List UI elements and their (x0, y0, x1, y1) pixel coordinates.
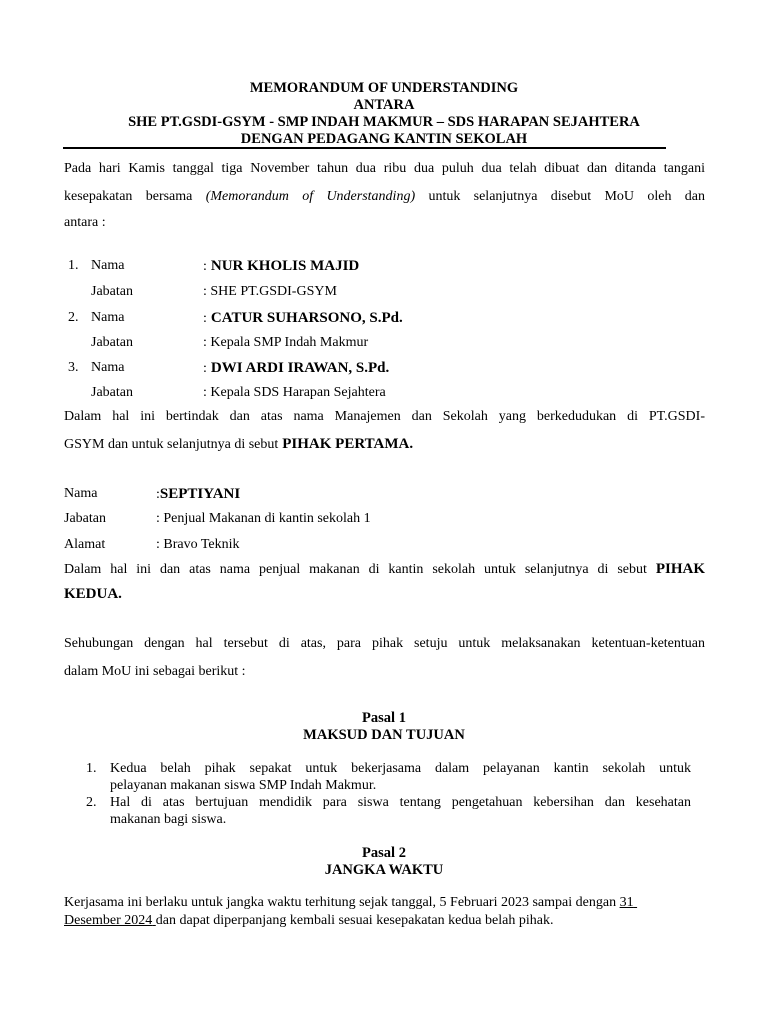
party2-desc-text: Dalam hal ini dan atas nama penjual makanan di kantin sekolah untuk selanjutnya di sebut (64, 562, 647, 577)
pihak-pertama-label: PIHAK PERTAMA. (282, 436, 414, 452)
end-date-day: 31 (619, 895, 634, 910)
intro-line-2 (64, 189, 705, 205)
end-date-month-year: Desember 2024 (64, 913, 153, 928)
party1-desc-line-1: Dalam hal ini bertindak dan atas nama Manajemen dan Sekolah yang berkedudukan di PT.GSDI- (64, 409, 705, 424)
colon: : (156, 487, 160, 502)
member-job: SHE PT.GSDI-GSYM (210, 284, 337, 299)
name-label: Nama (64, 486, 98, 501)
name-label: Nama (91, 258, 125, 273)
job-label: Jabatan (91, 335, 133, 350)
intro-line-3: antara : (64, 215, 106, 230)
member-name: DWI ARDI IRAWAN, S.Pd. (210, 360, 390, 376)
address-label: Alamat (64, 537, 106, 552)
doc-title: MEMORANDUM OF UNDERSTANDING (249, 80, 519, 96)
pasal1-heading: Pasal 1 (362, 710, 406, 726)
pihak-label: PIHAK (655, 561, 706, 577)
pasal2-heading: Pasal 2 (362, 845, 406, 861)
member-number: 2. (68, 310, 79, 325)
item-line-1: Kedua belah pihak sepakat untuk bekerjasama dalam pelayanan kantin sekolah untuk (110, 761, 691, 776)
agreement-line-2: dalam MoU ini sebagai berikut : (64, 664, 246, 679)
item-line-1: Hal di atas bertujuan mendidik para siswa tentang pengetahuan kebersihan dan kesehatan (110, 795, 691, 810)
item-number: 2. (86, 795, 97, 810)
item-number: 1. (86, 761, 97, 776)
title-underline (63, 147, 666, 149)
job-label: Jabatan (91, 284, 133, 299)
pasal2-line-1 (64, 895, 637, 911)
colon: : (203, 311, 207, 326)
item-line-2: makanan bagi siswa. (110, 812, 227, 827)
pasal2-line-2 (64, 913, 553, 929)
intro-italic: (Memorandum of Understanding) (205, 189, 416, 204)
pasal1-title: MAKSUD DAN TUJUAN (303, 727, 465, 743)
agreement-line-1: Sehubungan dengan hal tersebut di atas, para pihak setuju untuk melaksanakan ketentuan-ketentuan (64, 636, 705, 651)
kedua-label: KEDUA. (64, 586, 122, 602)
intro-text-post: untuk selanjutnya disebut MoU oleh dan (428, 189, 706, 204)
party1-desc-line-2: GSYM dan untuk selanjutnya di sebut (64, 437, 279, 452)
colon: : (203, 284, 207, 299)
party2-address: Bravo Teknik (163, 537, 240, 552)
name-label: Nama (91, 310, 125, 325)
doc-title-parties: SHE PT.GSDI-GSYM - SMP INDAH MAKMUR – SDS HARAPAN SEJAHTERA (128, 114, 640, 130)
member-job: Kepala SMP Indah Makmur (210, 335, 369, 350)
item-line-2: pelayanan makanan siswa SMP Indah Makmur. (110, 778, 377, 793)
name-label: Nama (91, 360, 125, 375)
doc-title-subject: DENGAN PEDAGANG KANTIN SEKOLAH (240, 131, 528, 147)
party2-job: Penjual Makanan di kantin sekolah 1 (163, 511, 371, 526)
intro-text: kesepakatan bersama (64, 189, 193, 204)
party2-name: SEPTIYANI (159, 486, 241, 502)
pasal2-text: Kerjasama ini berlaku untuk jangka waktu terhitung sejak tanggal, 5 Februari 2023 sampai dengan (64, 895, 617, 910)
member-number: 3. (68, 360, 79, 375)
colon: : (203, 259, 207, 274)
colon: : (203, 335, 207, 350)
colon: : (203, 361, 207, 376)
party2-desc-line-1 (64, 561, 705, 578)
intro-line-1: Pada hari Kamis tanggal tiga November tahun dua ribu dua puluh dua telah dibuat dan ditanda tangani (64, 161, 705, 176)
colon: : (156, 537, 160, 552)
job-label: Jabatan (91, 385, 133, 400)
member-name: CATUR SUHARSONO, S.Pd. (210, 310, 403, 326)
pasal2-title: JANGKA WAKTU (324, 862, 444, 878)
pasal2-text-post: dan dapat diperpanjang kembali sesuai kesepakatan kedua belah pihak. (155, 913, 554, 928)
job-label: Jabatan (64, 511, 106, 526)
colon: : (156, 511, 160, 526)
colon: : (203, 385, 207, 400)
member-name: NUR KHOLIS MAJID (210, 258, 360, 274)
doc-title-antara: ANTARA (353, 97, 415, 113)
member-number: 1. (68, 258, 79, 273)
member-job: Kepala SDS Harapan Sejahtera (210, 385, 386, 400)
